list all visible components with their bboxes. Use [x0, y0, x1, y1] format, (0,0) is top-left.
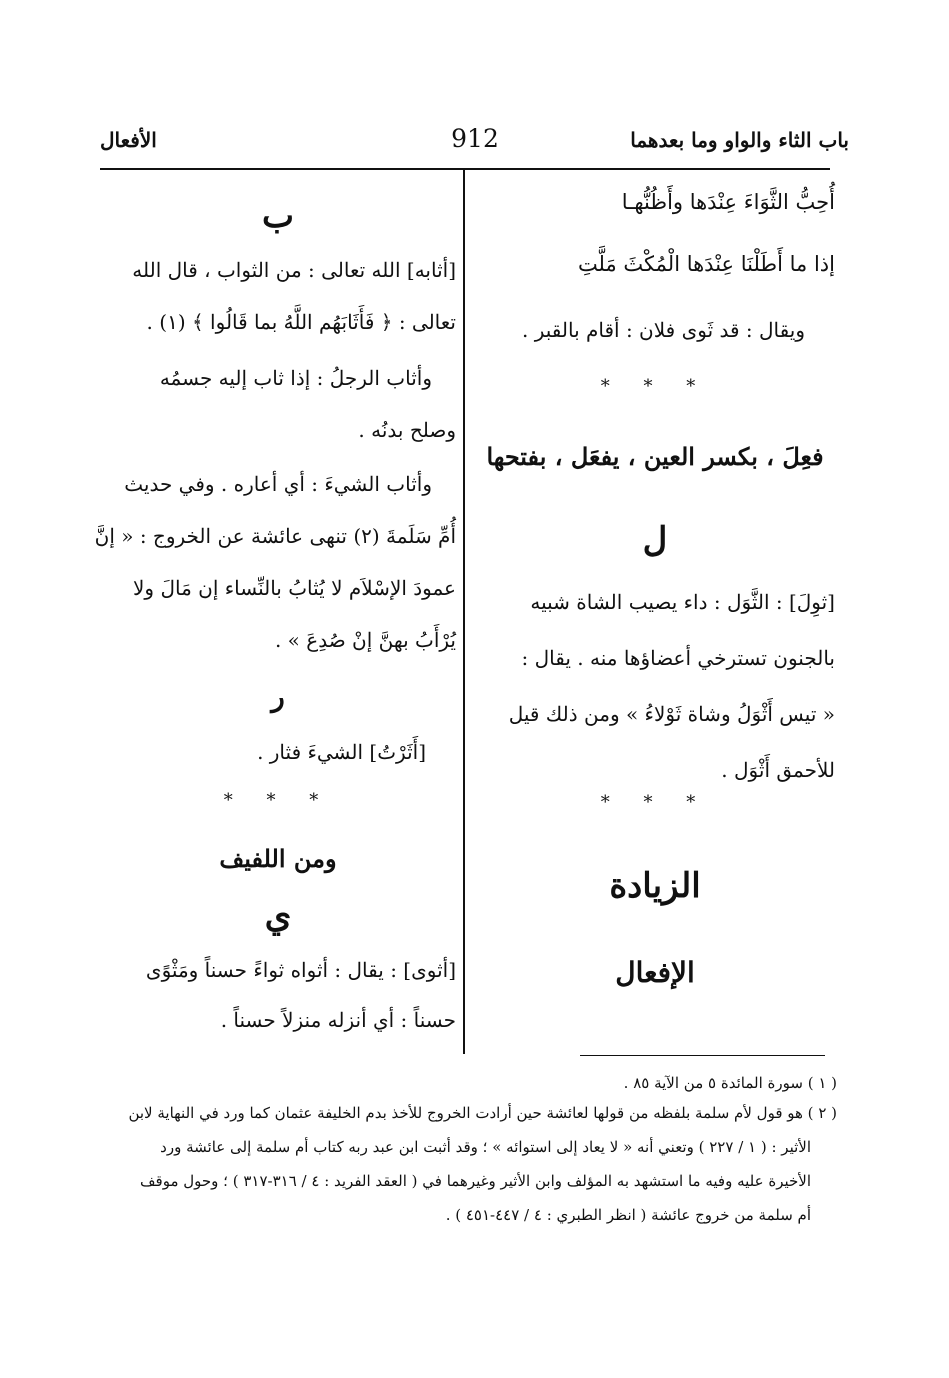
text-line: يُرْأَبُ بهنَّ إنْ صُدِعَ » . [274, 628, 456, 652]
letter-heading: ب [261, 196, 294, 236]
separator-stars: * * * [600, 792, 710, 813]
section-heading: الزيادة [609, 866, 701, 906]
text-line: تعالى : ﴿ فَأَثَابَهُم اللَّهُ بما قَالُوا ﴾ (١) . [146, 310, 456, 334]
text-line: « تيس أَثْوَلُ وشاة ثَوْلاءُ » ومن ذلك قيل [508, 702, 835, 726]
text-line: [ثوِلَ] : الثَّوَل : داء يصيب الشاة شبيه [530, 590, 835, 614]
footnote: ( ١ ) سورة المائدة ٥ من الآية ٨٥ . [623, 1074, 837, 1092]
verse-line: أُحِبُّ الثَّوَاءَ عِنْدَها وأَظُنُّهـا [621, 190, 835, 214]
text-line: وصلح بدنُه . [358, 418, 456, 442]
text-line: للأحمق أَثْوَل . [721, 758, 835, 782]
text-line: وأثاب الشيءَ : أي أعاره . وفي حديث [124, 472, 432, 496]
text-line: حسناً : أي أنزله منزلاً حسناً . [220, 1008, 456, 1032]
section-heading: فعِلَ ، بكسر العين ، يفعَل ، بفتحها [486, 442, 824, 471]
text-line: وأثاب الرجلُ : إذا ثاب إليه جسمُه [159, 366, 432, 390]
footnote: الأخيرة عليه وفيه ما استشهد به المؤلف وابن الأثير وغيرهما في ( العقد الفريد : ٤ / ٣١٦-٣١٧ ) ؛ وحول موقف [140, 1172, 811, 1190]
text-line: [أَثَرْتُ] الشيءَ فثار . [257, 740, 426, 764]
footnote-rule [580, 1055, 825, 1056]
footnote: الأثير : ( ١ / ٢٢٧ ) وتعني أنه « لا يعاد إلى استوائه » ؛ وقد أثبت ابن عبد ربه كتاب أم سلمة إلى عائشة ورد [160, 1138, 811, 1156]
text-line: [أثوى] : يقال : أثواه ثواءً حسناً ومَثْوًى [145, 958, 456, 982]
column-divider [463, 170, 465, 1054]
text-line: عمودَ الإسْلاَم لا يُثابُ بالنِّساء إن مَالَ ولا [133, 576, 456, 600]
letter-heading: ل [642, 520, 668, 560]
section-heading: الإفعال [615, 956, 695, 989]
section-heading: ومن اللفيف [219, 844, 337, 873]
footnote: ( ٢ ) هو قول لأم سلمة بلفظه من قولها لعائشة حين أرادت الخروج للأخذ بدم الخليفة عثمان كما ورد في النهاية لابن [128, 1104, 837, 1122]
verse-line: إذا ما أَطَلْنَا عِنْدَها الْمُكْثَ مَلَّتِ [577, 252, 835, 276]
text-line: بالجنون تسترخي أعضاؤها منه . يقال : [521, 646, 835, 670]
footnote: أم سلمة من خروج عائشة ( انظر الطبري : ٤ / ٤٤٧-٤٥١ ) . [445, 1206, 811, 1224]
running-title: باب الثاء والواو وما بعدهما [630, 128, 849, 152]
text-line: ويقال : قد ثَوى فلان : أقام بالقبر . [522, 318, 805, 342]
section-title: الأفعال [100, 128, 157, 152]
letter-heading: ر [271, 680, 285, 713]
text-line: أُمِّ سَلَمةَ (٢) تنهى عائشة عن الخروج : « إنَّ [94, 524, 456, 548]
page-number: 912 [451, 124, 499, 153]
separator-stars: * * * [223, 790, 333, 811]
text-line: [أثابه] الله تعالى : من الثواب ، قال الله [132, 258, 456, 282]
header-rule [100, 168, 830, 170]
separator-stars: * * * [600, 376, 710, 397]
letter-heading: ي [264, 896, 292, 936]
